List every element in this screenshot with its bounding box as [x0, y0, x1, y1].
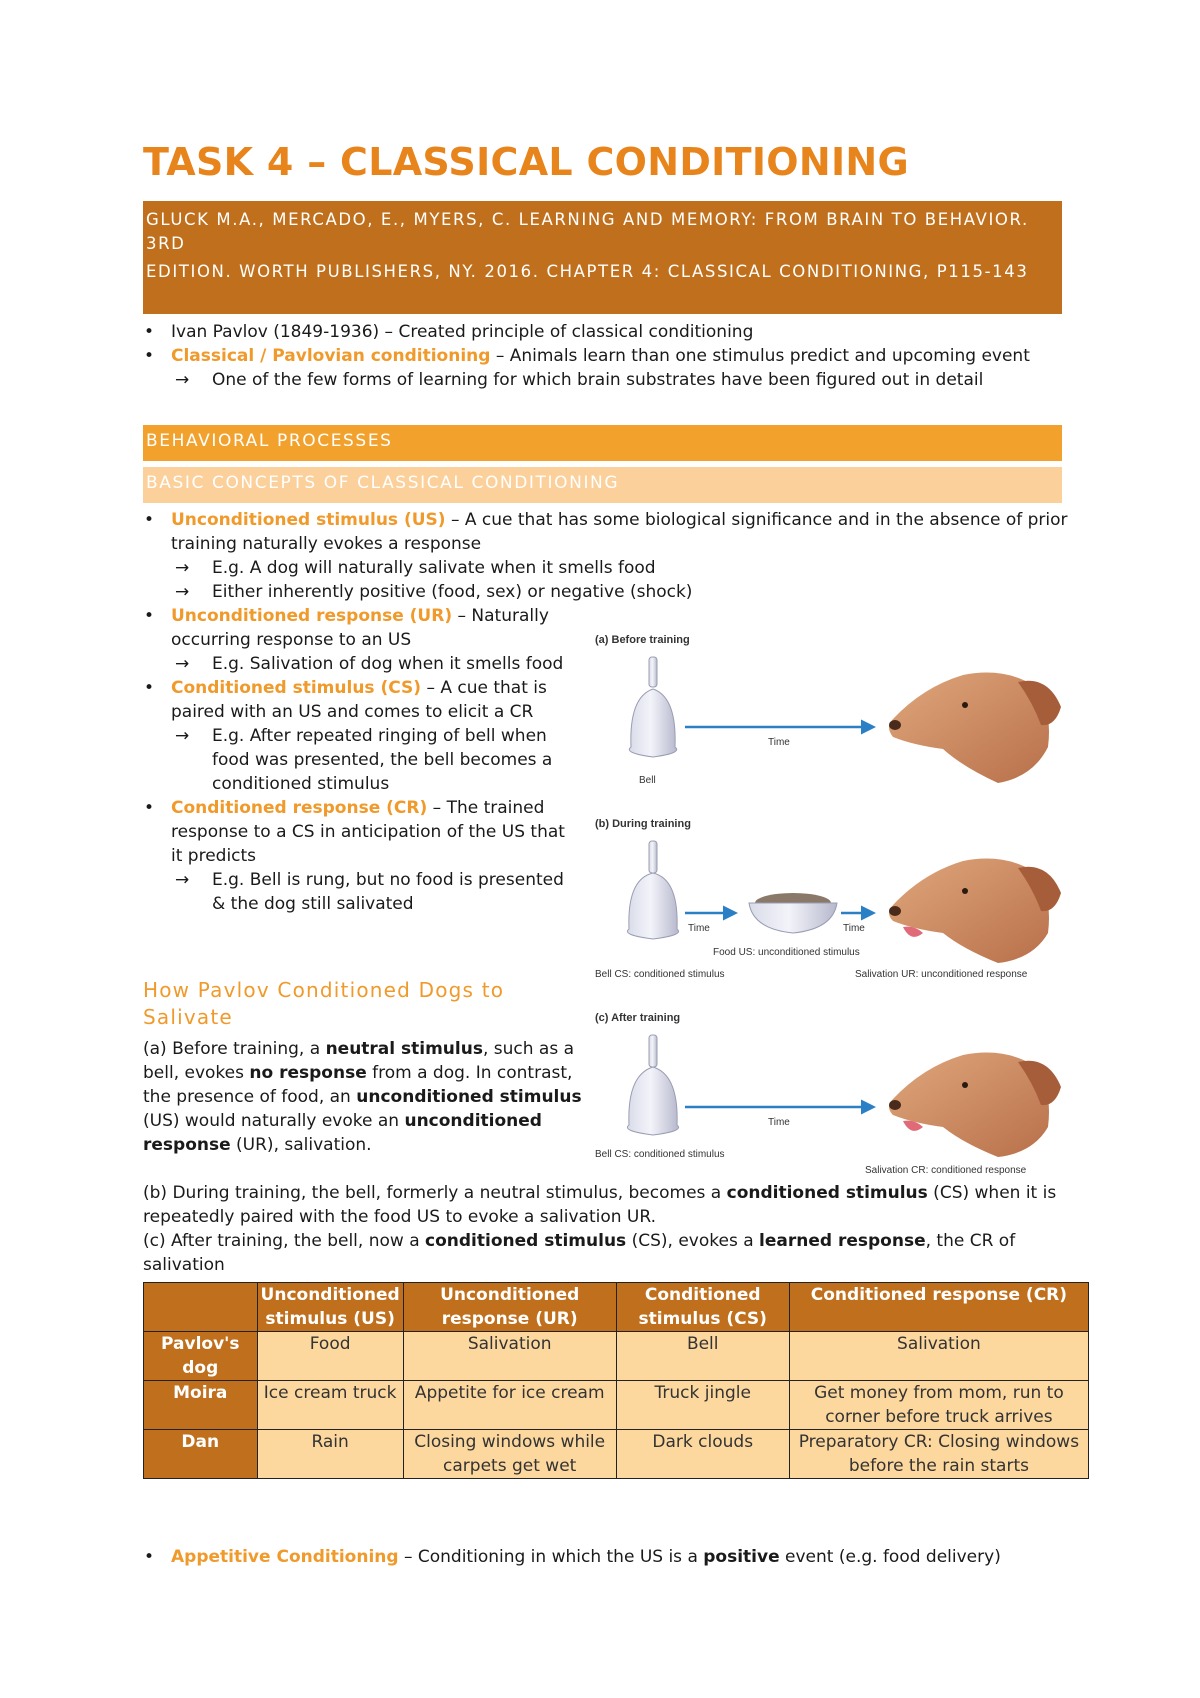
term: Classical / Pavlovian conditioning: [171, 346, 491, 366]
row-header: Pavlov's dog: [144, 1332, 258, 1381]
time-label: Time: [768, 1117, 790, 1128]
table-row: [144, 1381, 1089, 1430]
time-label: Time: [768, 737, 790, 748]
list-item: [143, 604, 573, 652]
table-cell: Ice cream truck: [257, 1381, 403, 1430]
row-header: Dan: [144, 1430, 258, 1479]
table-cell: Get money from mom, run to corner before truck arrives: [789, 1381, 1088, 1430]
term: Appetitive Conditioning: [171, 1547, 399, 1567]
row-header: Moira: [144, 1381, 258, 1430]
time-label: Time: [843, 923, 865, 934]
arrow-icon: →: [175, 370, 190, 390]
table-header: Unconditioned stimulus (US): [257, 1283, 403, 1332]
arrow-icon: →: [175, 582, 190, 602]
pavlov-figure: [593, 627, 1073, 1182]
time-label: Time: [688, 923, 710, 934]
arrow-icon: →: [175, 654, 190, 674]
table-cell: Salivation: [403, 1332, 616, 1381]
section-heading-basic-concepts: BASIC CONCEPTS OF CLASSICAL CONDITIONING: [143, 467, 1062, 503]
list-item-text: Ivan Pavlov (1849-1936) – Created principle of classical conditioning: [171, 322, 754, 342]
list-item: [143, 344, 1083, 368]
concepts-list-us: [143, 508, 1083, 604]
bell-icon: [627, 1035, 678, 1135]
page-title: TASK 4 – CLASSICAL CONDITIONING: [143, 140, 910, 184]
sub-item: [143, 652, 573, 676]
table-row: [144, 1430, 1089, 1479]
table-header: Conditioned stimulus (CS): [616, 1283, 789, 1332]
sub-item: [143, 580, 1083, 604]
sub-item: [143, 724, 573, 796]
bell-cs-label: Bell CS: conditioned stimulus: [595, 1149, 725, 1160]
list-item: • Appetitive Conditioning – Conditioning in which the US is a positive event (e.g. food delivery): [143, 1545, 1103, 1569]
table-cell: Truck jingle: [616, 1381, 789, 1430]
appetitive-list: [143, 1545, 1103, 1569]
intro-list: [143, 320, 1083, 392]
sub-item-text: Either inherently positive (food, sex) or negative (shock): [212, 582, 693, 602]
list-item: [143, 796, 573, 868]
food-label: Food US: unconditioned stimulus: [713, 947, 860, 958]
arrow-icon: →: [175, 870, 190, 890]
table-cell: Food: [257, 1332, 403, 1381]
panel-c-label: (c) After training: [595, 1012, 681, 1024]
list-item-text: – Animals learn than one stimulus predict and upcoming event: [490, 346, 1030, 366]
reference-line-2: EDITION. WORTH PUBLISHERS, NY. 2016. CHAPTER 4: CLASSICAL CONDITIONING, P115-143: [146, 262, 1029, 281]
concepts-list: [143, 604, 573, 916]
arrow-icon: →: [175, 558, 190, 578]
section-heading-behavioral: BEHAVIORAL PROCESSES: [143, 425, 1062, 461]
term: Unconditioned response (UR): [171, 606, 453, 626]
dog-head-icon: [889, 859, 1061, 963]
sub-item-text: E.g. Salivation of dog when it smells food: [212, 654, 564, 674]
explanation-c: (c) After training, the bell, now a conditioned stimulus (CS), evokes a learned response, the CR of salivation: [143, 1231, 1016, 1275]
panel-b-label: (b) During training: [595, 818, 691, 830]
sub-item-text: E.g. After repeated ringing of bell when food was presented, the bell becomes a conditioned stimulus: [212, 726, 553, 794]
table-cell: Dark clouds: [616, 1430, 789, 1479]
bell-label: Bell: [639, 775, 656, 786]
sub-item-text: One of the few forms of learning for which brain substrates have been figured out in detail: [212, 370, 984, 390]
list-item-text: – A cue that has some biological significance and in the absence of prior training naturally evokes a response: [171, 510, 1068, 554]
table-cell: Closing windows while carpets get wet: [403, 1430, 616, 1479]
bell-cs-label: Bell CS: conditioned stimulus: [595, 969, 725, 980]
list-item: [143, 320, 1083, 344]
explanation-a: (a) Before training, a neutral stimulus, such as a bell, evokes no response from a dog. In contrast, the presence of food, an unconditioned stimulus (US) would naturally evoke an unconditioned response (UR), salivation.: [143, 1039, 582, 1155]
reference-banner: [143, 201, 1062, 314]
dog-head-icon: [889, 673, 1061, 783]
reference-line-1: GLUCK M.A., MERCADO, E., MYERS, C. LEARNING AND MEMORY: FROM BRAIN TO BEHAVIOR. 3RD: [146, 210, 1029, 253]
salivation-label: Salivation CR: conditioned response: [865, 1165, 1027, 1176]
list-item-text: – The trained response to a CS in anticipation of the US that it predicts: [171, 798, 565, 866]
table-cell: Salivation: [789, 1332, 1088, 1381]
table-cell: Bell: [616, 1332, 789, 1381]
explanation-b: (b) During training, the bell, formerly a neutral stimulus, becomes a conditioned stimulus (CS) when it is repeatedly paired with the food US to evoke a salivation UR.: [143, 1183, 1057, 1227]
subheading-howto: How Pavlov Conditioned Dogs to Salivate: [143, 978, 505, 1029]
table-cell: Preparatory CR: Closing windows before the rain starts: [789, 1430, 1088, 1479]
panel-a-label: (a) Before training: [595, 634, 690, 646]
list-item: [143, 508, 1083, 556]
list-item: [143, 676, 573, 724]
table-header: Conditioned response (CR): [789, 1283, 1088, 1332]
salivation-label: Salivation UR: unconditioned response: [855, 969, 1028, 980]
pavlov-diagram: [593, 627, 1073, 1182]
conditioning-examples-table: [143, 1282, 1089, 1479]
bell-icon: [627, 841, 678, 939]
bell-icon: [629, 657, 676, 757]
sub-item-text: E.g. A dog will naturally salivate when it smells food: [212, 558, 656, 578]
food-bowl-icon: [749, 893, 837, 933]
list-item-text: – Naturally occurring response to an US: [171, 606, 549, 650]
sub-item: [143, 368, 1083, 392]
term: Conditioned stimulus (CS): [171, 678, 422, 698]
sub-item: [143, 556, 1083, 580]
term: Conditioned response (CR): [171, 798, 428, 818]
table-cell: Appetite for ice cream: [403, 1381, 616, 1430]
sub-item: [143, 868, 573, 916]
arrow-icon: →: [175, 726, 190, 746]
list-item-text: – A cue that is paired with an US and comes to elicit a CR: [171, 678, 547, 722]
dog-head-icon: [889, 1053, 1061, 1157]
sub-item-text: E.g. Bell is rung, but no food is presented & the dog still salivated: [212, 870, 564, 914]
table-header: Unconditioned response (UR): [403, 1283, 616, 1332]
term: Unconditioned stimulus (US): [171, 510, 446, 530]
table-row: [144, 1332, 1089, 1381]
table-header: [144, 1283, 258, 1332]
explanation-bc: [143, 1181, 1083, 1277]
table-cell: Rain: [257, 1430, 403, 1479]
table-header-row: [144, 1283, 1089, 1332]
